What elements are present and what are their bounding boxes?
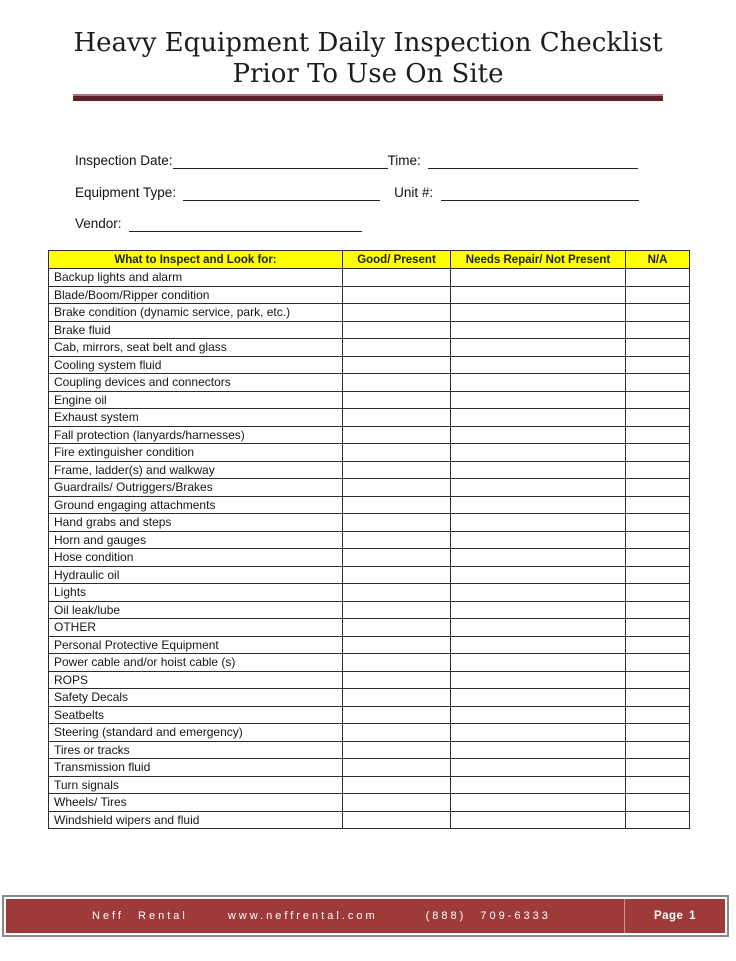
na-cell[interactable] xyxy=(626,654,690,672)
inspect-item-label: Frame, ladder(s) and walkway xyxy=(49,461,343,479)
needs-repair-cell[interactable] xyxy=(451,321,626,339)
needs-repair-cell[interactable] xyxy=(451,776,626,794)
good-present-cell[interactable] xyxy=(343,286,451,304)
table-row xyxy=(49,636,690,654)
na-cell[interactable] xyxy=(626,391,690,409)
good-present-cell[interactable] xyxy=(343,671,451,689)
table-row xyxy=(49,724,690,742)
table-row xyxy=(49,584,690,602)
inspect-item-label: Cooling system fluid xyxy=(49,356,343,374)
table-row xyxy=(49,356,690,374)
needs-repair-cell[interactable] xyxy=(451,549,626,567)
na-cell[interactable] xyxy=(626,601,690,619)
needs-repair-cell[interactable] xyxy=(451,514,626,532)
inspect-item-label: Brake condition (dynamic service, park, etc.) xyxy=(49,304,343,322)
footer-company-name: Neff Rental xyxy=(92,910,188,922)
good-present-cell[interactable] xyxy=(343,566,451,584)
footer-phone: (888) 709-6333 xyxy=(425,910,551,922)
table-row xyxy=(49,619,690,637)
na-cell[interactable] xyxy=(626,531,690,549)
needs-repair-cell[interactable] xyxy=(451,339,626,357)
needs-repair-cell[interactable] xyxy=(451,426,626,444)
needs-repair-cell[interactable] xyxy=(451,479,626,497)
column-header-needs-repair: Needs Repair/ Not Present xyxy=(451,251,626,269)
na-cell[interactable] xyxy=(626,811,690,829)
needs-repair-cell[interactable] xyxy=(451,759,626,777)
inspect-item-label: Blade/Boom/Ripper condition xyxy=(49,286,343,304)
inspect-item-label: Turn signals xyxy=(49,776,343,794)
table-row xyxy=(49,339,690,357)
table-row xyxy=(49,496,690,514)
na-cell[interactable] xyxy=(626,374,690,392)
good-present-cell[interactable] xyxy=(343,811,451,829)
inspect-item-label: Exhaust system xyxy=(49,409,343,427)
good-present-cell[interactable] xyxy=(343,706,451,724)
needs-repair-cell[interactable] xyxy=(451,706,626,724)
time-label: Time: xyxy=(387,153,421,168)
inspect-item-label: Ground engaging attachments xyxy=(49,496,343,514)
good-present-cell[interactable] xyxy=(343,741,451,759)
na-cell[interactable] xyxy=(626,269,690,287)
table-row xyxy=(49,461,690,479)
needs-repair-cell[interactable] xyxy=(451,741,626,759)
table-row xyxy=(49,706,690,724)
column-header-na: N/A xyxy=(626,251,690,269)
good-present-cell[interactable] xyxy=(343,759,451,777)
table-row xyxy=(49,794,690,812)
inspect-item-label: Fall protection (lanyards/harnesses) xyxy=(49,426,343,444)
good-present-cell[interactable] xyxy=(343,461,451,479)
table-row xyxy=(49,759,690,777)
table-row xyxy=(49,549,690,567)
vendor-label: Vendor: xyxy=(75,216,122,231)
good-present-cell[interactable] xyxy=(343,409,451,427)
good-present-cell[interactable] xyxy=(343,321,451,339)
good-present-cell[interactable] xyxy=(343,269,451,287)
needs-repair-cell[interactable] xyxy=(451,636,626,654)
table-row xyxy=(49,811,690,829)
form-line-equipment-unit xyxy=(75,182,676,201)
time-field[interactable] xyxy=(428,153,638,169)
inspect-item-label: Safety Decals xyxy=(49,689,343,707)
inspect-item-label: Lights xyxy=(49,584,343,602)
na-cell[interactable] xyxy=(626,584,690,602)
inspect-item-label: Guardrails/ Outriggers/Brakes xyxy=(49,479,343,497)
table-row xyxy=(49,321,690,339)
table-row xyxy=(49,566,690,584)
good-present-cell[interactable] xyxy=(343,479,451,497)
inspect-item-label: Horn and gauges xyxy=(49,531,343,549)
good-present-cell[interactable] xyxy=(343,426,451,444)
form-line-vendor xyxy=(75,213,676,232)
inspect-item-label: Tires or tracks xyxy=(49,741,343,759)
na-cell[interactable] xyxy=(626,636,690,654)
table-row xyxy=(49,514,690,532)
footer-website: www.neffrental.com xyxy=(227,910,378,922)
table-row xyxy=(49,531,690,549)
inspect-item-label: Windshield wipers and fluid xyxy=(49,811,343,829)
needs-repair-cell[interactable] xyxy=(451,356,626,374)
needs-repair-cell[interactable] xyxy=(451,584,626,602)
needs-repair-cell[interactable] xyxy=(451,724,626,742)
good-present-cell[interactable] xyxy=(343,374,451,392)
inspect-item-label: Power cable and/or hoist cable (s) xyxy=(49,654,343,672)
table-row xyxy=(49,654,690,672)
table-row xyxy=(49,479,690,497)
needs-repair-cell[interactable] xyxy=(451,461,626,479)
table-row xyxy=(49,374,690,392)
inspect-item-label: Steering (standard and emergency) xyxy=(49,724,343,742)
na-cell[interactable] xyxy=(626,514,690,532)
good-present-cell[interactable] xyxy=(343,514,451,532)
table-row xyxy=(49,409,690,427)
form-line-date-time xyxy=(75,150,676,169)
table-row xyxy=(49,689,690,707)
na-cell[interactable] xyxy=(626,689,690,707)
inspect-item-label: OTHER xyxy=(49,619,343,637)
na-cell[interactable] xyxy=(626,426,690,444)
footer-bar xyxy=(2,895,729,937)
needs-repair-cell[interactable] xyxy=(451,811,626,829)
inspection-date-field[interactable] xyxy=(173,153,388,169)
na-cell[interactable] xyxy=(626,706,690,724)
good-present-cell[interactable] xyxy=(343,794,451,812)
table-row xyxy=(49,391,690,409)
inspect-item-label: Coupling devices and connectors xyxy=(49,374,343,392)
inspect-item-label: Engine oil xyxy=(49,391,343,409)
good-present-cell[interactable] xyxy=(343,496,451,514)
na-cell[interactable] xyxy=(626,461,690,479)
table-header-row xyxy=(49,251,690,269)
na-cell[interactable] xyxy=(626,304,690,322)
inspect-item-label: Backup lights and alarm xyxy=(49,269,343,287)
inspect-item-label: Personal Protective Equipment xyxy=(49,636,343,654)
needs-repair-cell[interactable] xyxy=(451,531,626,549)
footer-page-number: Page 1 xyxy=(653,910,697,922)
good-present-cell[interactable] xyxy=(343,356,451,374)
na-cell[interactable] xyxy=(626,339,690,357)
page-title-line2: Prior To Use On Site xyxy=(232,59,504,89)
needs-repair-cell[interactable] xyxy=(451,566,626,584)
table-row xyxy=(49,304,690,322)
na-cell[interactable] xyxy=(626,549,690,567)
needs-repair-cell[interactable] xyxy=(451,671,626,689)
needs-repair-cell[interactable] xyxy=(451,409,626,427)
good-present-cell[interactable] xyxy=(343,304,451,322)
column-header-good: Good/ Present xyxy=(343,251,451,269)
table-row xyxy=(49,286,690,304)
na-cell[interactable] xyxy=(626,759,690,777)
na-cell[interactable] xyxy=(626,794,690,812)
needs-repair-cell[interactable] xyxy=(451,794,626,812)
needs-repair-cell[interactable] xyxy=(451,601,626,619)
na-cell[interactable] xyxy=(626,671,690,689)
inspect-item-label: Hose condition xyxy=(49,549,343,567)
vendor-field[interactable] xyxy=(129,216,362,232)
na-cell[interactable] xyxy=(626,776,690,794)
good-present-cell[interactable] xyxy=(343,601,451,619)
table-row xyxy=(49,426,690,444)
table-row xyxy=(49,269,690,287)
inspect-item-label: Oil leak/lube xyxy=(49,601,343,619)
na-cell[interactable] xyxy=(626,286,690,304)
needs-repair-cell[interactable] xyxy=(451,304,626,322)
good-present-cell[interactable] xyxy=(343,689,451,707)
na-cell[interactable] xyxy=(626,356,690,374)
na-cell[interactable] xyxy=(626,444,690,462)
good-present-cell[interactable] xyxy=(343,339,451,357)
needs-repair-cell[interactable] xyxy=(451,654,626,672)
good-present-cell[interactable] xyxy=(343,776,451,794)
footer-red-band xyxy=(6,899,725,933)
good-present-cell[interactable] xyxy=(343,549,451,567)
table-row xyxy=(49,671,690,689)
needs-repair-cell[interactable] xyxy=(451,286,626,304)
inspect-item-label: Cab, mirrors, seat belt and glass xyxy=(49,339,343,357)
good-present-cell[interactable] xyxy=(343,584,451,602)
na-cell[interactable] xyxy=(626,619,690,637)
equipment-type-field[interactable] xyxy=(183,185,380,201)
na-cell[interactable] xyxy=(626,724,690,742)
needs-repair-cell[interactable] xyxy=(451,391,626,409)
needs-repair-cell[interactable] xyxy=(451,619,626,637)
table-row xyxy=(49,601,690,619)
good-present-cell[interactable] xyxy=(343,724,451,742)
inspect-item-label: Hand grabs and steps xyxy=(49,514,343,532)
equipment-type-label: Equipment Type: xyxy=(75,184,177,200)
needs-repair-cell[interactable] xyxy=(451,269,626,287)
na-cell[interactable] xyxy=(626,321,690,339)
title-divider-rule xyxy=(73,94,663,101)
na-cell[interactable] xyxy=(626,479,690,497)
good-present-cell[interactable] xyxy=(343,391,451,409)
needs-repair-cell[interactable] xyxy=(451,496,626,514)
column-header-inspect: What to Inspect and Look for: xyxy=(49,251,343,269)
na-cell[interactable] xyxy=(626,496,690,514)
inspect-item-label: ROPS xyxy=(49,671,343,689)
inspection-checklist-table xyxy=(48,250,690,829)
table-row xyxy=(49,444,690,462)
page-title xyxy=(0,28,736,90)
good-present-cell[interactable] xyxy=(343,444,451,462)
inspect-item-label: Seatbelts xyxy=(49,706,343,724)
inspection-date-label: Inspection Date: xyxy=(75,153,173,168)
table-row xyxy=(49,741,690,759)
unit-number-field[interactable] xyxy=(441,185,639,201)
good-present-cell[interactable] xyxy=(343,636,451,654)
inspect-item-label: Hydraulic oil xyxy=(49,566,343,584)
inspect-item-label: Fire extinguisher condition xyxy=(49,444,343,462)
na-cell[interactable] xyxy=(626,741,690,759)
form-section xyxy=(75,150,676,245)
needs-repair-cell[interactable] xyxy=(451,444,626,462)
inspect-item-label: Transmission fluid xyxy=(49,759,343,777)
good-present-cell[interactable] xyxy=(343,531,451,549)
unit-number-label: Unit #: xyxy=(394,184,434,200)
na-cell[interactable] xyxy=(626,409,690,427)
needs-repair-cell[interactable] xyxy=(451,689,626,707)
inspect-item-label: Wheels/ Tires xyxy=(49,794,343,812)
needs-repair-cell[interactable] xyxy=(451,374,626,392)
good-present-cell[interactable] xyxy=(343,619,451,637)
good-present-cell[interactable] xyxy=(343,654,451,672)
table-row xyxy=(49,776,690,794)
na-cell[interactable] xyxy=(626,566,690,584)
page-title-line1: Heavy Equipment Daily Inspection Checklist xyxy=(73,28,663,58)
inspect-item-label: Brake fluid xyxy=(49,321,343,339)
